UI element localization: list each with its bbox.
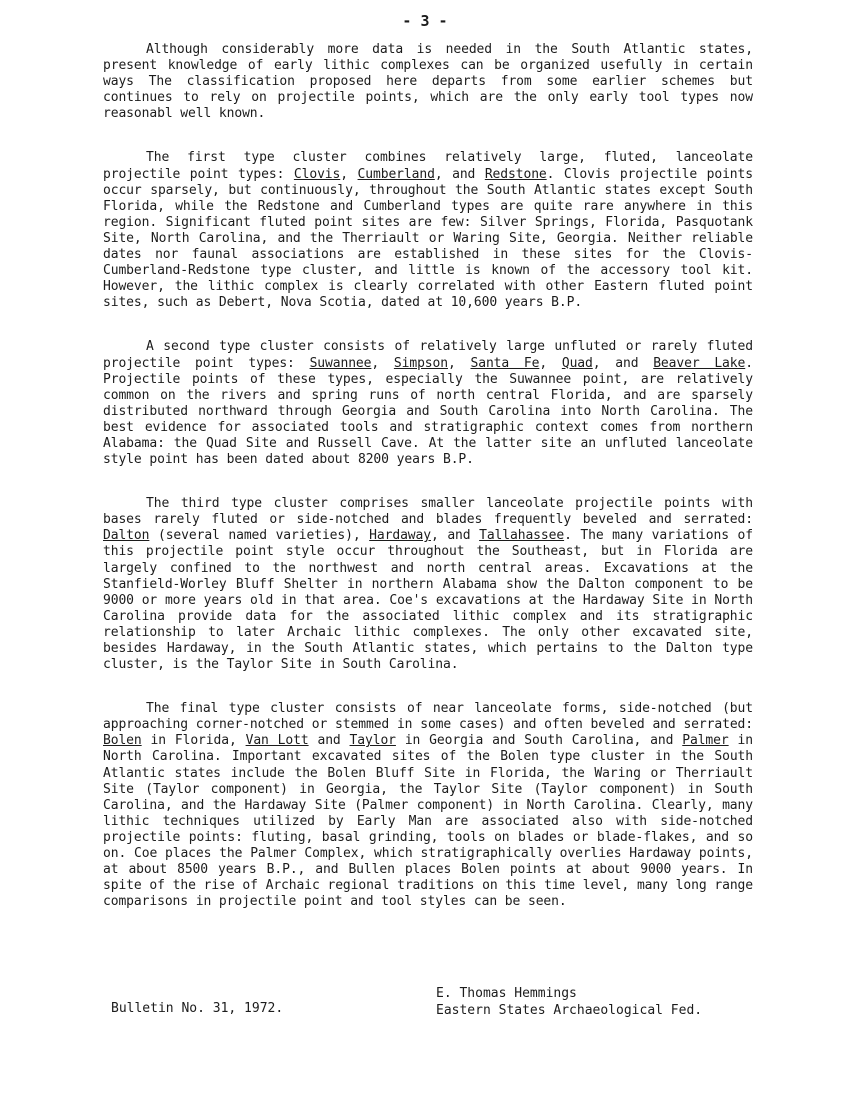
paragraph-3 bbox=[103, 339, 753, 468]
footer bbox=[111, 985, 751, 1025]
text-span: in Florida, bbox=[141, 733, 246, 749]
paragraph-4 bbox=[103, 496, 753, 673]
paragraph-5 bbox=[103, 701, 753, 910]
bulletin-citation: Bulletin No. 31, 1972. bbox=[111, 1001, 284, 1016]
point-type-cumberland: Cumberland bbox=[357, 166, 435, 182]
text-span: The final type cluster consists of near lanceolate forms, side-notched (but approaching corner-notched or stemmed in some cases) and often beveled and serrated: bbox=[103, 701, 753, 733]
point-type-santa-fe: Santa Fe bbox=[470, 355, 540, 371]
point-type-palmer: Palmer bbox=[682, 733, 729, 749]
author-organization: Eastern States Archaeological Fed. bbox=[436, 1003, 703, 1018]
text-span: , bbox=[447, 355, 471, 371]
point-type-simpson: Simpson bbox=[393, 355, 448, 371]
text-span: , and bbox=[434, 166, 485, 182]
point-type-quad: Quad bbox=[561, 355, 593, 371]
text-span: (several named varieties), bbox=[149, 528, 370, 544]
text-span: . Projectile points of these types, especially the Suwannee point, are relatively common on the rivers and spring runs of north central Florida, and are sparsely distributed northward through Georgia and South Carolina into North Carolina. The best evidence for associated tools and stratigraphic context comes from northern Alabama: the Quad Site and Russell Cave. At the latter site an unfluted lanceolate style point has been dated about 8200 years B.P. bbox=[103, 355, 753, 468]
text-span: The first type cluster combines relatively large, fluted, lanceolate projectile point types: bbox=[103, 150, 753, 182]
author-signature-block bbox=[436, 985, 702, 1019]
document-body bbox=[103, 42, 753, 938]
point-type-van-lott: Van Lott bbox=[245, 733, 309, 749]
point-type-dalton: Dalton bbox=[103, 528, 150, 544]
point-type-bolen: Bolen bbox=[103, 733, 142, 749]
point-type-suwannee: Suwannee bbox=[309, 355, 372, 371]
point-type-hardaway: Hardaway bbox=[369, 528, 431, 544]
paragraph-1 bbox=[103, 42, 753, 122]
point-type-tallahassee: Tallahassee bbox=[479, 528, 565, 544]
text-span: . The many variations of this projectile point style occur throughout the Southeast, but in Florida are largely confined to the northwest and north central areas. Excavations at the Stanfield-Worley Bluff Shelter in northern Alabama show the Dalton component to be 9000 or more years old in that area. Coe's excavations at the Hardaway Site in North Carolina provide data for the associated lithic complex and its stratigraphic relationship to later Archaic lithic complexes. The only other excavated site, besides Hardaway, in the South Atlantic states, which pertains to the Dalton type cluster, is the Taylor Site in South Carolina. bbox=[103, 528, 753, 673]
text-span: The third type cluster comprises smaller lanceolate projectile points with bases rarely fluted or side-notched and blades frequently beveled and serrated: bbox=[103, 496, 753, 528]
text-span: , bbox=[371, 355, 394, 371]
text-span: , bbox=[539, 355, 562, 371]
text-span: , and bbox=[431, 528, 480, 544]
text-span: in North Carolina. Important excavated sites of the Bolen type cluster in the South Atlantic states include the Bolen Bluff Site in Florida, the Waring or Therriault Site (Taylor component) in Georgia, the Taylor Site (Taylor component) in South Carolina, and the Hardaway Site (Palmer component) in North Carolina. Clearly, many lithic techniques utilized by Early Man are associated also with side-notched projectile points: fluting, basal grinding, tools on blades or blade-flakes, and so on. Coe places the Palmer Complex, which stratigraphically overlies Hardaway points, at about 8500 years B.P., and Bullen places Bolen points at about 9000 years. In spite of the rise of Archaic regional traditions on this time level, many long range comparisons in projectile point and tool styles can be seen. bbox=[103, 733, 753, 910]
text-span: . Clovis projectile points occur sparsely, but continuously, throughout the South Atlantic states except South Florida, while the Redstone and Cumberland types are quite rare anywhere in this region. Significant fluted point sites are few: Silver Springs, Florida, Pasquotank Site, North Carolina, and the Therriault or Waring Site, Georgia. Neither reliable dates nor faunal associations are established in these sites for the Clovis-Cumberland-Redstone type cluster, and little is known of the accessory tool kit. However, the lithic complex is clearly correlated with other Eastern fluted point sites, such as Debert, Nova Scotia, dated at 10,600 years B.P. bbox=[103, 166, 753, 311]
text-span: in Georgia and South Carolina, and bbox=[395, 733, 683, 749]
point-type-redstone: Redstone bbox=[484, 166, 547, 182]
text-span: and bbox=[308, 733, 350, 749]
text-span: , bbox=[340, 166, 358, 182]
author-name: E. Thomas Hemmings bbox=[436, 986, 577, 1001]
paragraph-2 bbox=[103, 150, 753, 311]
text-span: A second type cluster consists of relatively large unfluted or rarely fluted projectile point types: bbox=[103, 339, 753, 371]
text-span: Although considerably more data is needed in the South Atlantic states, present knowledge of early lithic complexes can be organized usefully in certain ways The classification proposed here departs from some earlier schemes but continues to rely on projectile points, which are the only early tool types now reasonabl well known. bbox=[103, 42, 753, 122]
page-number: - 3 - bbox=[402, 12, 448, 30]
point-type-beaver-lake: Beaver Lake bbox=[653, 355, 746, 371]
point-type-taylor: Taylor bbox=[349, 733, 396, 749]
text-span: , and bbox=[592, 355, 654, 371]
point-type-clovis: Clovis bbox=[293, 166, 341, 182]
